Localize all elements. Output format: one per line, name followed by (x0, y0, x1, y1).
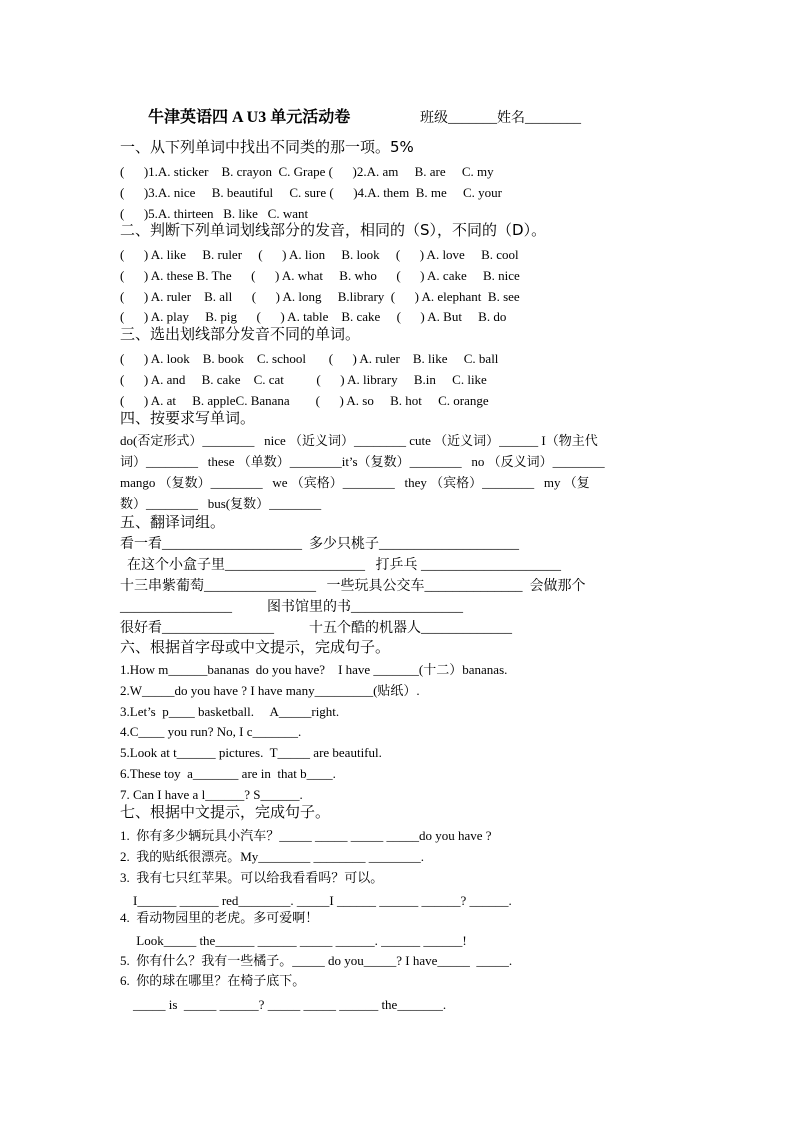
question-line: 词）________ these （单数）________it’s（复数）________ no （反义词）________ (120, 454, 605, 469)
worksheet-title: 牛津英语四 A U3 单元活动卷 (148, 109, 351, 126)
question-line: ( ) A. at B. appleC. Banana ( ) A. so B. hot C. orange (120, 393, 489, 408)
question-line: 7. Can I have a l______? S______. (120, 787, 303, 802)
question-line: 3.Let’s p____ basketball. A_____right. (120, 704, 340, 719)
section-1-heading: 一、从下列单词中找出不同类的那一项。5% (120, 138, 414, 156)
question-line: 1.How m______bananas do you have? I have _______(十二）bananas. (120, 662, 508, 677)
question-line: 6. 你的球在哪里？在椅子底下。 (120, 973, 306, 988)
question-line: ( ) A. play B. pig ( ) A. table B. cake ( ) A. But B. do (120, 309, 507, 324)
question-line: mango （复数）________ we （宾格）________ they （宾格）________ my （复 (120, 475, 590, 490)
question-line: 6.These toy a_______ are in that b____. (120, 766, 336, 781)
section-4-heading: 四、按要求写单词。 (120, 409, 256, 427)
question-line: ( )5.A. thirteen B. like C. want (120, 206, 309, 221)
section-6-heading: 六、根据首字母或中文提示，完成句子。 (120, 638, 391, 656)
section-2-heading: 二、判断下列单词划线部分的发音，相同的（S），不同的（D）。 (120, 221, 547, 239)
question-line: ( ) A. like B. ruler ( ) A. lion B. look ( ) A. love B. cool (120, 247, 519, 262)
question-line: ( ) A. these B. The ( ) A. what B. who ( ) A. cake B. nice (120, 268, 520, 283)
question-line: 看一看____________________ 多少只桃子____________________ (120, 537, 519, 552)
question-line: Look_____ the______ ______ _____ ______. ______ ______! (120, 933, 467, 948)
question-line: ________________ 图书馆里的书________________ (120, 600, 463, 615)
question-line: 5. 你有什么？我有一些橘子。_____ do you_____? I have_____ _____. (120, 953, 513, 968)
section-7-heading: 七、根据中文提示，完成句子。 (120, 803, 331, 821)
question-line: 5.Look at t______ pictures. T_____ are beautiful. (120, 745, 382, 760)
question-line: 3. 我有七只红苹果。可以给我看看吗？可以。 (120, 870, 384, 885)
question-line: 2. 我的贴纸很漂亮。My________ ________ ________. (120, 849, 425, 864)
question-line: I______ ______ red________. _____I ______ ______ ______? ______. (120, 893, 512, 908)
question-line: ( ) A. ruler B. all ( ) A. long B.library ( ) A. elephant B. see (120, 289, 520, 304)
question-line: _____ is _____ ______? _____ _____ ______ the_______. (120, 997, 447, 1012)
question-line: ( )3.A. nice B. beautiful C. sure ( )4.A. them B. me C. your (120, 185, 502, 200)
question-line: 4. 看动物园里的老虎。多可爱啊！ (120, 910, 319, 925)
class-name-fields: 班级_______姓名________ (420, 111, 581, 126)
question-line: 4.C____ you run? No, I c_______. (120, 724, 302, 739)
question-line: 1. 你有多少辆玩具小汽车？_____ _____ _____ _____do you have ? (120, 828, 492, 843)
question-line: 在这个小盒子里____________________ 打乒乓 ____________________ (120, 558, 561, 573)
question-line: do(否定形式）________ nice （近义词）________ cute （近义词）______ I（物主代 (120, 433, 598, 448)
question-line: ( ) A. and B. cake C. cat ( ) A. library B.in C. like (120, 372, 487, 387)
question-line: ( )1.A. sticker B. crayon C. Grape ( )2.A. am B. are C. my (120, 164, 494, 179)
section-5-heading: 五、翻译词组。 (120, 513, 226, 531)
question-line: 2.W_____do you have ? I have many_________(贴纸）. (120, 683, 420, 698)
question-line: 很好看________________ 十五个酷的机器人_____________ (120, 621, 512, 636)
question-line: ( ) A. look B. book C. school ( ) A. ruler B. like C. ball (120, 351, 499, 366)
question-line: 数）________ bus(复数）________ (120, 496, 322, 511)
question-line: 十三串紫葡萄________________ 一些玩具公交车______________ 会做那个 (120, 579, 586, 594)
section-3-heading: 三、选出划线部分发音不同的单词。 (120, 325, 361, 343)
